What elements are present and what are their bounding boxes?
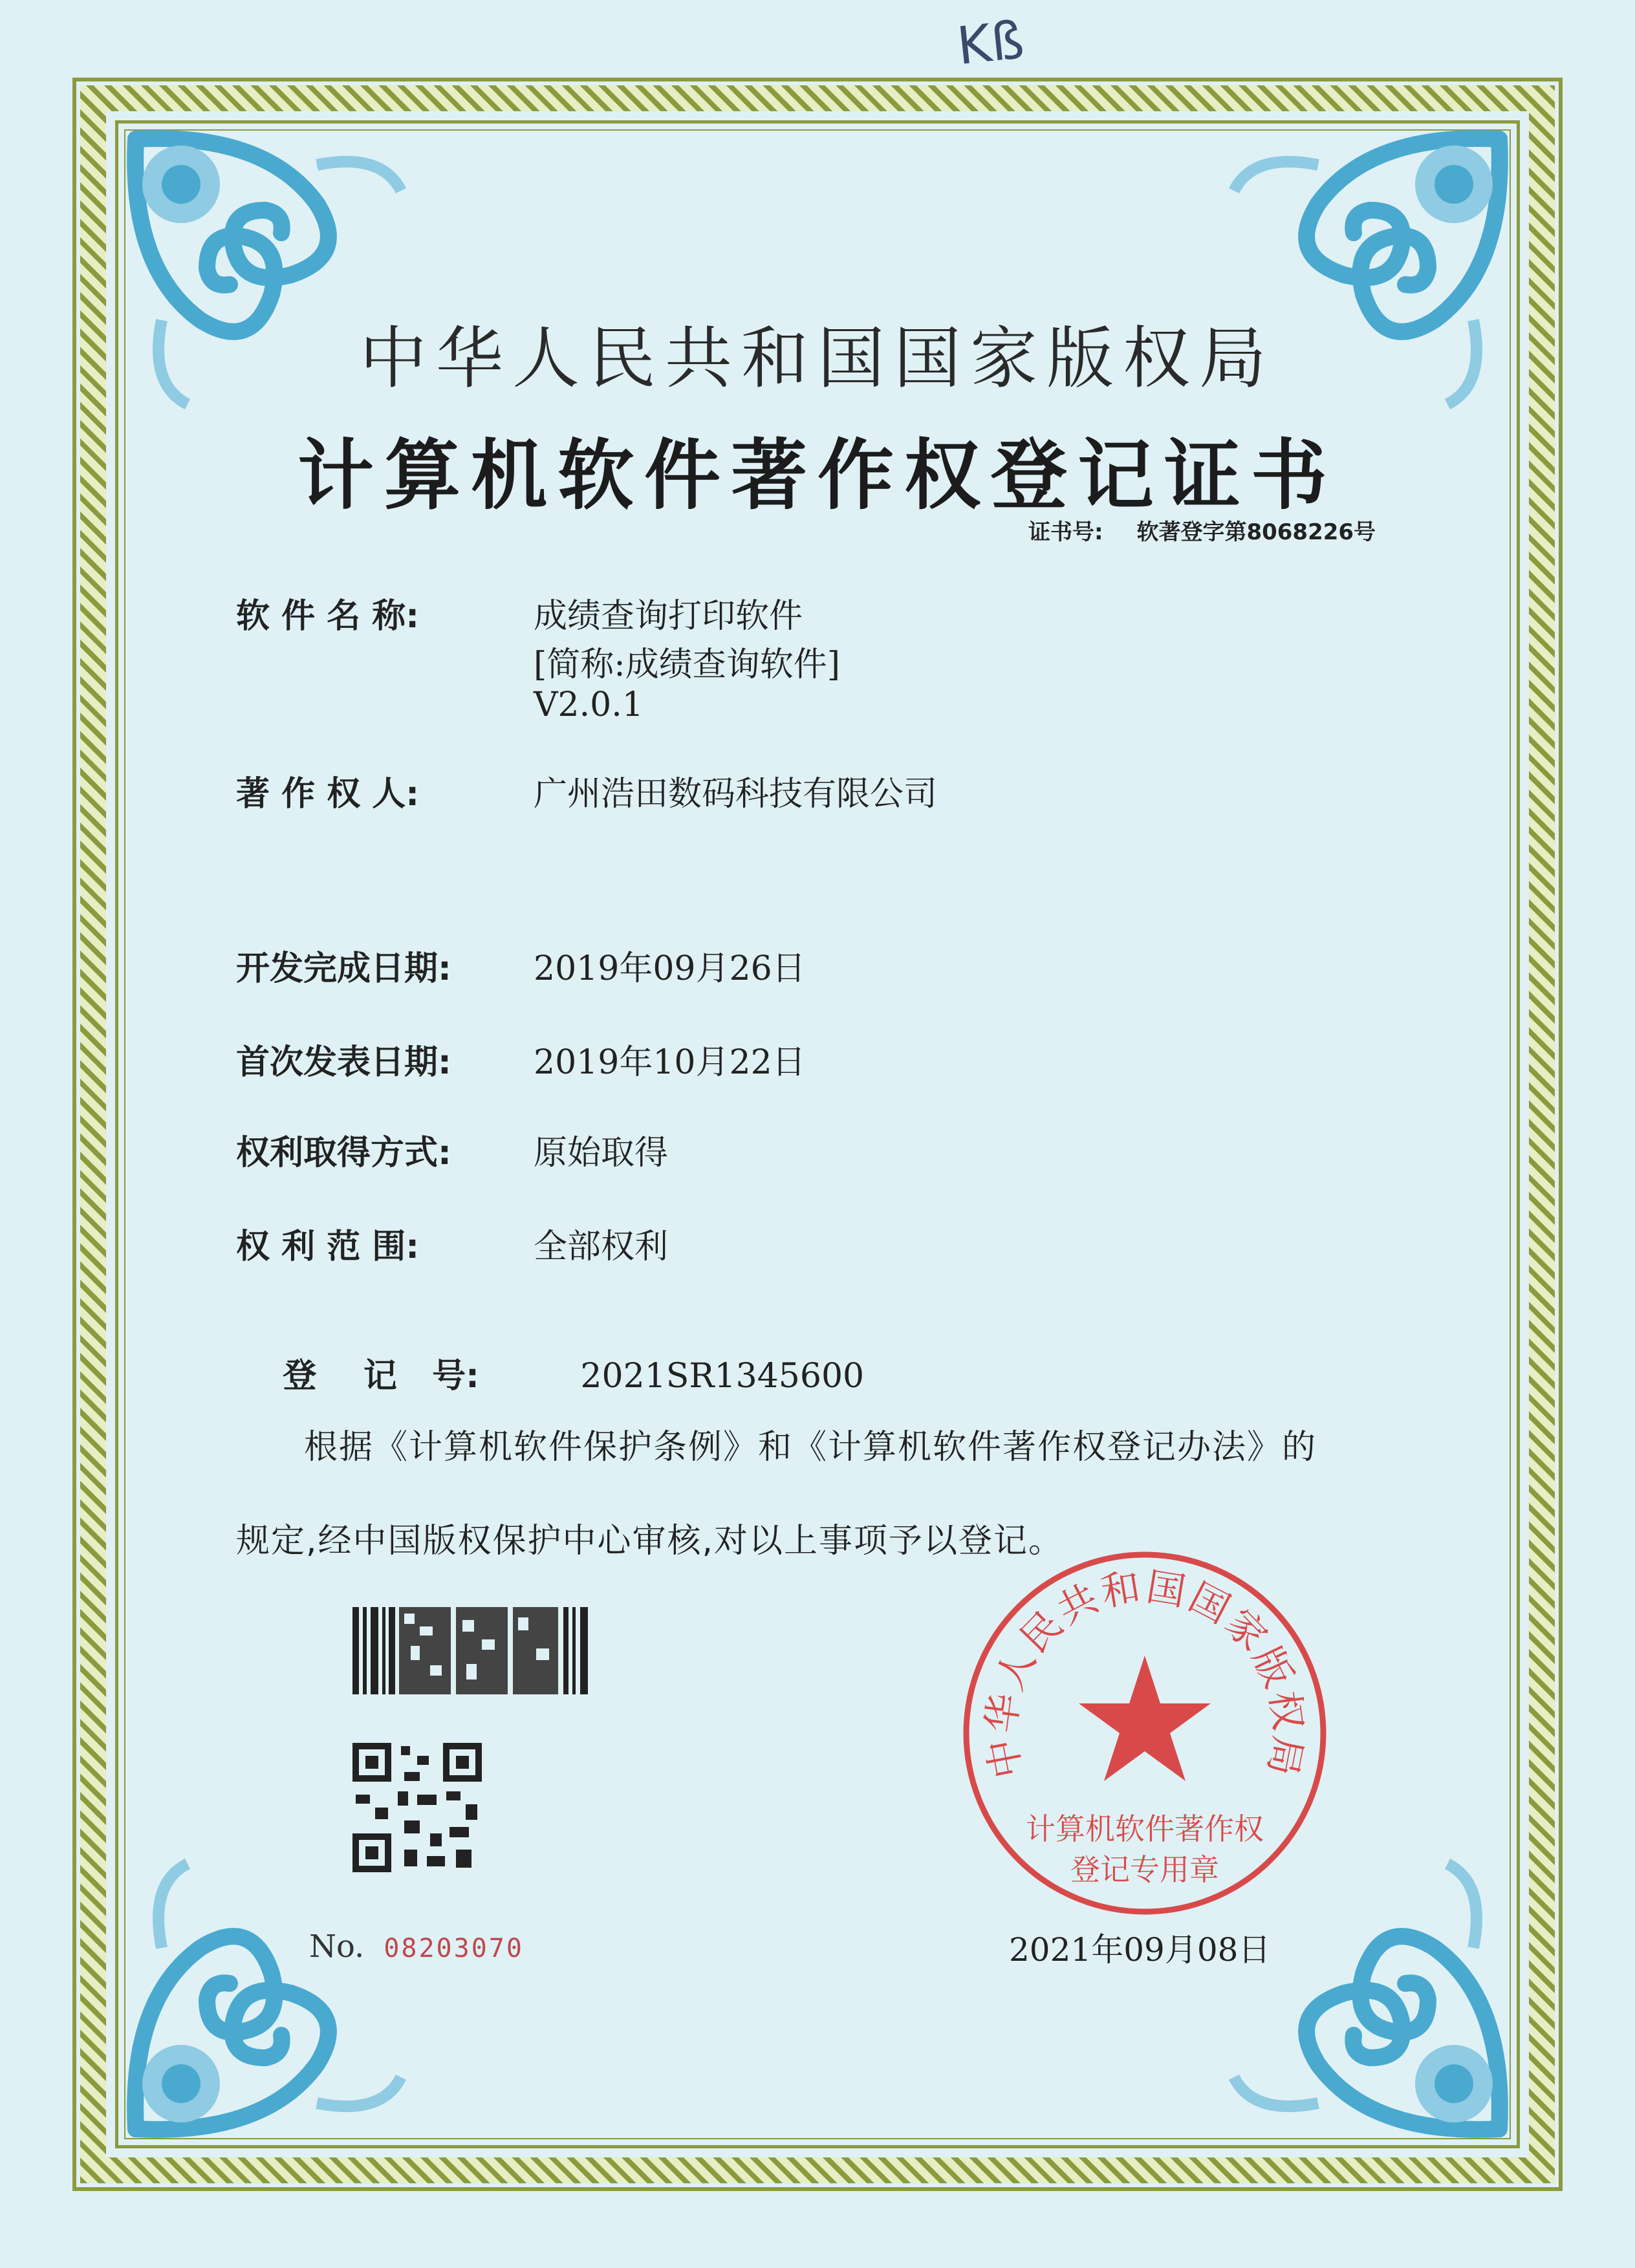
pub-date-label: 首次发表日期: [236,1043,451,1082]
serial-value: 08203070 [384,1934,524,1963]
software-name-label: 软 件 名 称: [236,597,420,636]
serial-number [309,1928,524,1965]
registration-row [236,1310,864,1436]
acquire-value: 原始取得 [534,1134,669,1172]
seal-text-line-1: 计算机软件著作权 [1026,1811,1264,1846]
owner-value: 广州浩田数码科技有限公司 [534,775,938,814]
issuing-authority: 中华人民共和国国家版权局 [359,319,1275,398]
certificate-title: 计算机软件著作权登记证书 [297,430,1337,520]
owner-row [236,766,937,815]
barcode-icon [352,1607,592,1694]
dev-date-row [236,941,806,989]
handwritten-mark: Kß [954,9,1027,77]
official-seal [957,1546,1332,1921]
acquire-row [236,1125,668,1174]
dev-date-label: 开发完成日期: [236,949,451,988]
seal-ring-text: 中华人民共和国国家版权局 [979,1564,1311,1782]
software-version: V2.0.1 [534,686,644,724]
qr-code-icon [352,1743,482,1872]
certificate-number-value: 软著登字第8068226号 [1136,519,1376,545]
pub-date-row [236,1035,806,1083]
registration-value: 2021SR1345600 [580,1357,865,1396]
scope-value: 全部权利 [534,1227,669,1266]
issue-date: 2021年09月08日 [1009,1931,1271,1969]
registration-label: 登 记 号: [283,1357,479,1396]
statement-line-1: 根据《计算机软件保护条例》和《计算机软件著作权登记办法》的 [304,1428,1317,1467]
acquire-label: 权利取得方式: [236,1134,451,1172]
corner-ornament-icon [123,1857,407,2142]
software-name-row [236,589,803,637]
certificate-number [1028,514,1376,546]
statement-line-2: 规定,经中国版权保护中心审核,对以上事项予以登记。 [236,1522,1064,1561]
software-short-name: [简称:成绩查询软件] [534,645,841,684]
software-name-value: 成绩查询打印软件 [534,597,803,636]
seal-text-line-2: 登记专用章 [1070,1852,1219,1887]
scope-row [236,1219,668,1268]
serial-label: No. [309,1928,365,1965]
owner-label: 著 作 权 人: [236,775,420,814]
dev-date-value: 2019年09月26日 [534,949,806,988]
pub-date-value: 2019年10月22日 [534,1043,806,1082]
scope-label: 权 利 范 围: [236,1227,420,1266]
certificate-number-label: 证书号: [1028,519,1103,545]
